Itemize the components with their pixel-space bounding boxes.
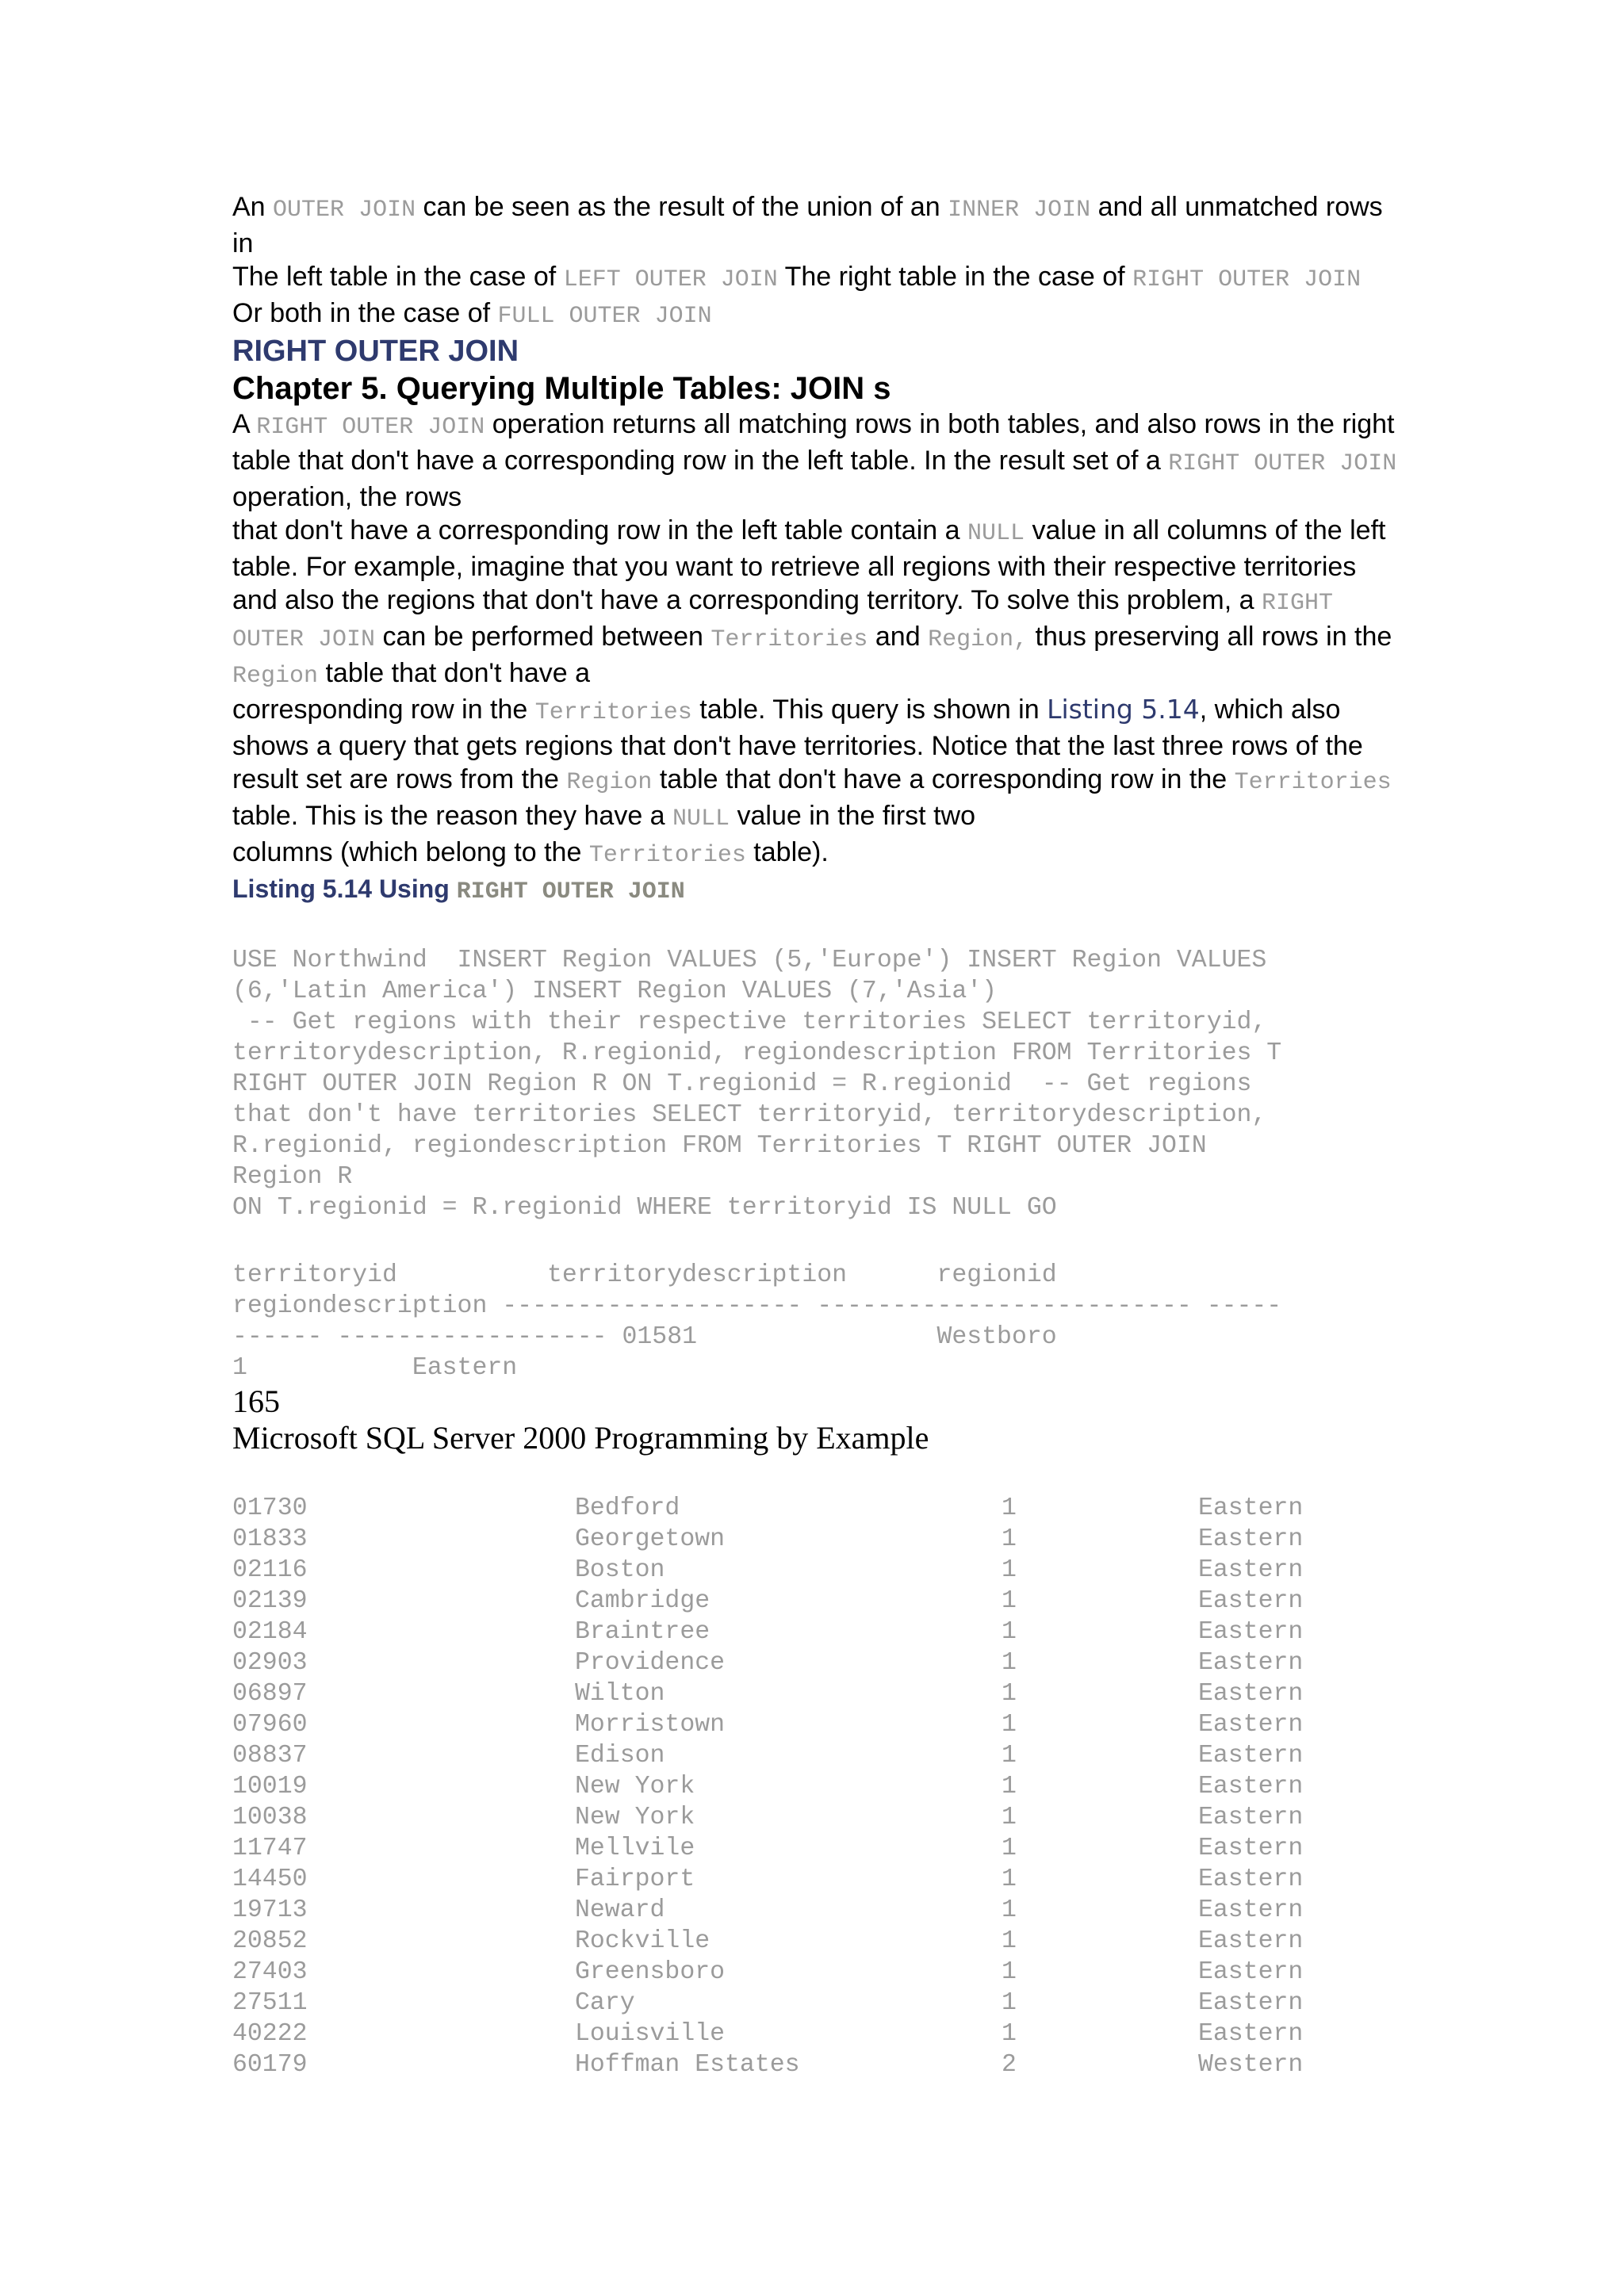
table-row (232, 1709, 1398, 1740)
listing-link[interactable]: Listing 5.14 (1047, 694, 1200, 725)
table-cell: Eastern (1198, 1556, 1304, 1584)
table-cell: Rockville (575, 1927, 710, 1955)
body-paragraph-3: corresponding row in the Territories table. This query is shown in Listing 5.14, which also shows a query that gets regions that don't have territories. Notice that the last three rows of the result set are rows from the Region table that don't have a corresponding row in the Territories table. This is the reason they have a NULL value in the first two (232, 694, 1392, 832)
section-heading: RIGHT OUTER JOIN (232, 335, 519, 368)
table-cell: Eastern (1198, 1989, 1304, 2017)
table-row (232, 2049, 1398, 2080)
table-row (232, 1771, 1398, 1802)
table-cell: 06897 (232, 1680, 308, 1708)
table-cell: 1 (1002, 1618, 1017, 1646)
table-cell: Georgetown (575, 1525, 726, 1553)
intro-bullets-line: The left table in the case of LEFT OUTER JOIN The right table in the case of RIGHT OUTER JOIN (232, 262, 1362, 293)
listing-code: USE Northwind INSERT Region VALUES (5,'Europe') INSERT Region VALUES (6,'Latin America') INSERT Region VALUES (7,'Asia') -- Get regions with their respective territories SELECT territoryid, territorydescription, R.regionid, regiondescription FROM Territories T RIGHT OUTER JOIN Region R ON T.regionid = R.regionid -- Get regions that don't have territories SELECT territoryid, territorydescription, R.regionid, regiondescription FROM Territories T RIGHT OUTER JOIN Region R ON T.regionid = R.regionid WHERE territoryid IS NULL GO (232, 947, 1282, 1222)
table-cell: Eastern (1198, 1958, 1304, 1986)
table-cell: New York (575, 1804, 695, 1831)
table-cell: Morristown (575, 1711, 726, 1739)
table-cell: 1 (1002, 1680, 1017, 1708)
table-row (232, 1617, 1398, 1647)
chapter-title: Chapter 5. Querying Multiple Tables: JOIN s (232, 371, 891, 406)
table-cell: Cary (575, 1989, 635, 2017)
table-cell: 10019 (232, 1773, 308, 1800)
table-cell: Hoffman Estates (575, 2051, 800, 2079)
table-cell: Neward (575, 1896, 665, 1924)
table-cell: 1 (1002, 1896, 1017, 1924)
table-cell: 1 (1002, 1958, 1017, 1986)
table-cell: 01833 (232, 1525, 308, 1553)
table-row (232, 1740, 1398, 1771)
results-table (232, 1493, 1398, 2080)
table-cell: Cambridge (575, 1587, 710, 1615)
table-cell: Louisville (575, 2020, 726, 2048)
table-row (232, 1524, 1398, 1555)
table-row (232, 1678, 1398, 1709)
table-cell: Eastern (1198, 1711, 1304, 1739)
table-row (232, 1555, 1398, 1586)
table-cell: Eastern (1198, 1618, 1304, 1646)
table-cell: 1 (1002, 1556, 1017, 1584)
table-cell: Eastern (1198, 1896, 1304, 1924)
table-cell: 11747 (232, 1835, 308, 1862)
listing-output: territoryid territorydescription regionid regiondescription -------------------- ------------------------- ----- ------ ------------------ 01581 Westboro 1 Eastern (232, 1261, 1282, 1382)
table-row (232, 1988, 1398, 2019)
table-cell: 1 (1002, 2020, 1017, 2048)
table-cell: 1 (1002, 1587, 1017, 1615)
table-cell: 08837 (232, 1742, 308, 1770)
table-cell: Mellvile (575, 1835, 695, 1862)
table-cell: 02116 (232, 1556, 308, 1584)
table-cell: 1 (1002, 1927, 1017, 1955)
table-cell: 1 (1002, 1866, 1017, 1893)
table-cell: Braintree (575, 1618, 710, 1646)
page-content (232, 190, 1398, 2080)
table-cell: 01730 (232, 1494, 308, 1522)
table-row (232, 1586, 1398, 1617)
table-cell: 40222 (232, 2020, 308, 2048)
table-row (232, 1493, 1398, 1524)
table-cell: 27403 (232, 1958, 308, 1986)
listing-title: Listing 5.14 Using RIGHT OUTER JOIN (232, 874, 685, 905)
table-cell: Bedford (575, 1494, 680, 1522)
table-cell: New York (575, 1773, 695, 1800)
table-cell: Greensboro (575, 1958, 726, 1986)
table-row (232, 1864, 1398, 1895)
table-cell: Eastern (1198, 1494, 1304, 1522)
table-cell: Eastern (1198, 1804, 1304, 1831)
table-cell: 02903 (232, 1649, 308, 1677)
table-cell: 02139 (232, 1587, 308, 1615)
table-cell: 1 (1002, 1494, 1017, 1522)
table-cell: 02184 (232, 1618, 308, 1646)
table-row (232, 2019, 1398, 2049)
page-number: 165 (232, 1383, 280, 1419)
body-paragraph-2: that don't have a corresponding row in the left table contain a NULL value in all columns of the left table. For example, imagine that you want to retrieve all regions with their respective territories and also the regions that don't have a corresponding territory. To solve this problem, a RIGHT OUTER JOIN can be performed between Territories and Region, thus preserving all rows in the Region table that don't have a (232, 515, 1392, 690)
table-cell: Wilton (575, 1680, 665, 1708)
table-cell: 20852 (232, 1927, 308, 1955)
table-cell: Providence (575, 1649, 726, 1677)
table-row (232, 1802, 1398, 1833)
table-cell: Eastern (1198, 1927, 1304, 1955)
table-cell: 1 (1002, 1989, 1017, 2017)
table-cell: Edison (575, 1742, 665, 1770)
table-cell: 07960 (232, 1711, 308, 1739)
table-row (232, 1957, 1398, 1988)
table-cell: 1 (1002, 1525, 1017, 1553)
table-cell: 19713 (232, 1896, 308, 1924)
table-cell: Eastern (1198, 1525, 1304, 1553)
table-cell: Eastern (1198, 1835, 1304, 1862)
table-cell: 1 (1002, 1711, 1017, 1739)
table-row (232, 1926, 1398, 1957)
table-cell: Eastern (1198, 1742, 1304, 1770)
table-cell: 1 (1002, 1649, 1017, 1677)
body-paragraph-4: columns (which belong to the Territories table). (232, 837, 829, 869)
table-cell: 10038 (232, 1804, 308, 1831)
table-cell: Boston (575, 1556, 665, 1584)
table-row (232, 1895, 1398, 1926)
table-cell: 14450 (232, 1866, 308, 1893)
table-cell: 1 (1002, 1742, 1017, 1770)
table-cell: 2 (1002, 2051, 1017, 2079)
table-cell: 1 (1002, 1773, 1017, 1800)
table-cell: Eastern (1198, 1866, 1304, 1893)
table-cell: Fairport (575, 1866, 695, 1893)
table-row (232, 1833, 1398, 1864)
book-title: Microsoft SQL Server 2000 Programming by Example (232, 1420, 929, 1456)
table-cell: Eastern (1198, 2020, 1304, 2048)
table-cell: Eastern (1198, 1680, 1304, 1708)
intro-paragraph: An OUTER JOIN can be seen as the result of the union of an INNER JOIN and all unmatched rows in (232, 192, 1383, 258)
table-row (232, 1647, 1398, 1678)
table-cell: Western (1198, 2051, 1304, 2079)
intro-bullet-full: Or both in the case of FULL OUTER JOIN (232, 298, 712, 330)
table-cell: 1 (1002, 1804, 1017, 1831)
table-cell: 60179 (232, 2051, 308, 2079)
table-cell: Eastern (1198, 1773, 1304, 1800)
table-cell: Eastern (1198, 1587, 1304, 1615)
table-cell: 1 (1002, 1835, 1017, 1862)
table-cell: 27511 (232, 1989, 308, 2017)
body-paragraph-1: A RIGHT OUTER JOIN operation returns all matching rows in both tables, and also rows in the right table that don't have a corresponding row in the left table. In the result set of a RIGHT OUTER JOIN operation, the rows (232, 409, 1397, 512)
table-cell: Eastern (1198, 1649, 1304, 1677)
